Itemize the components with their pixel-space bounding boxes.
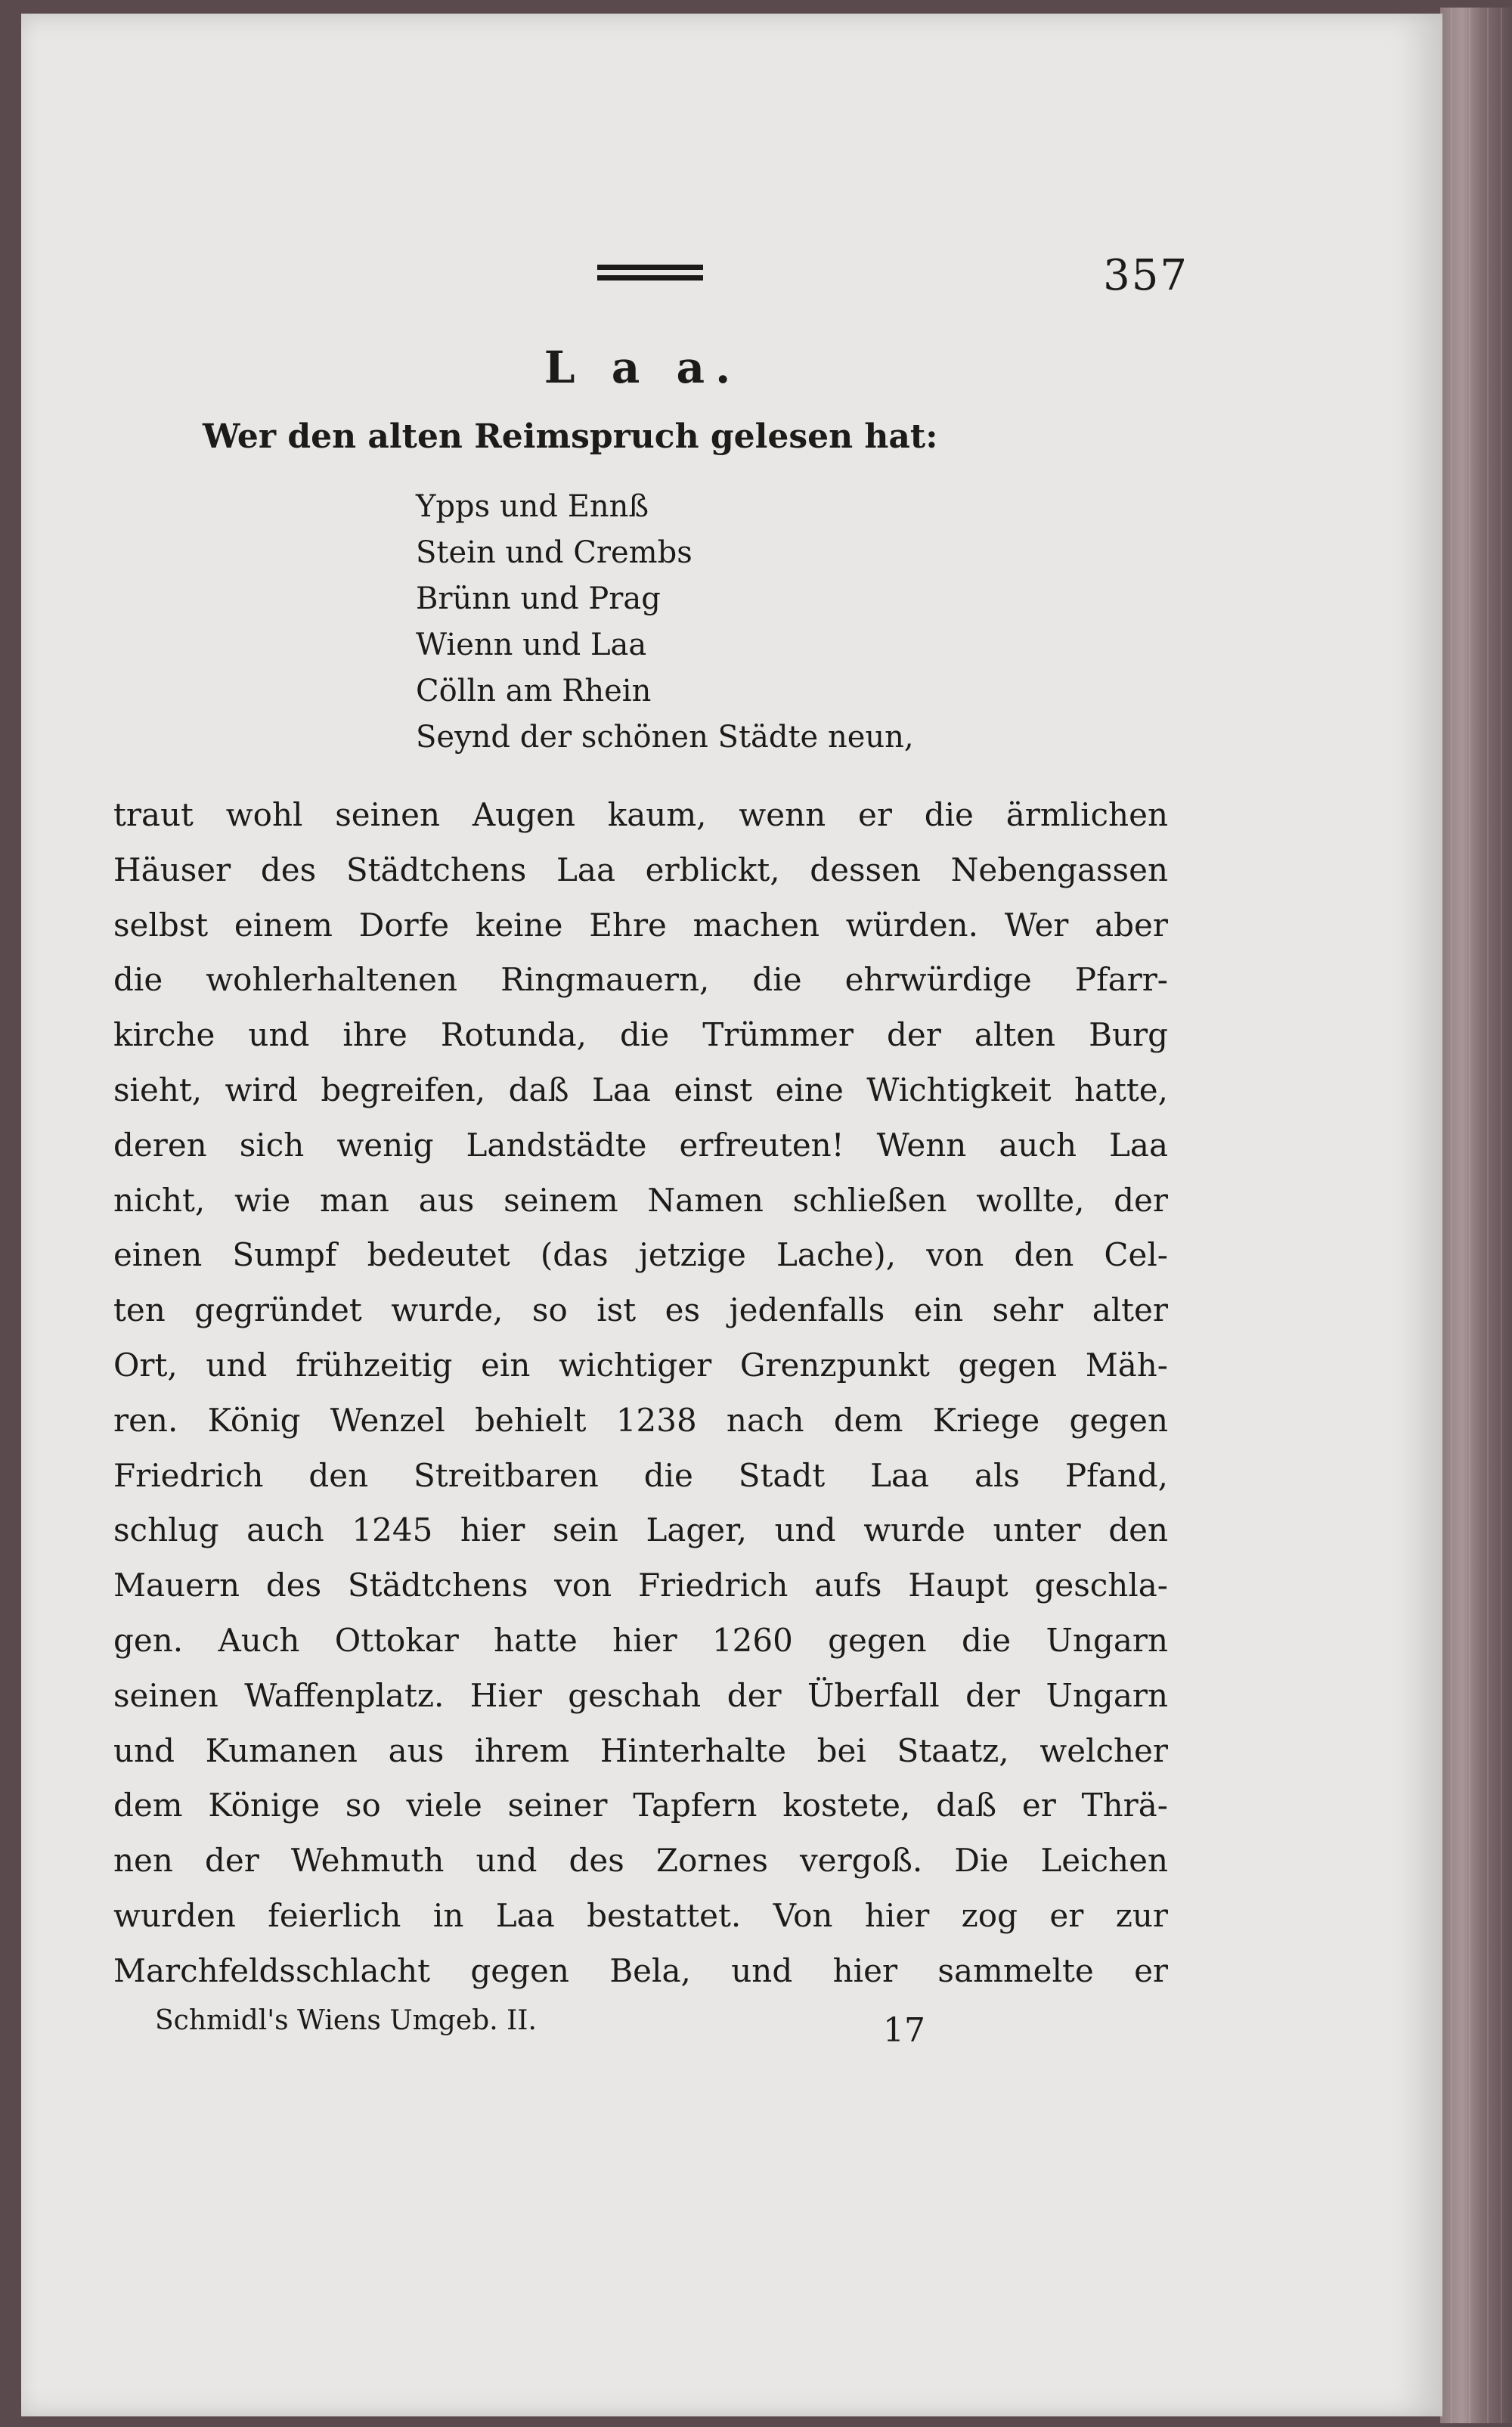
body-text: [113, 788, 1168, 1999]
body-line: Mauern des Städtchens von Friedrich aufs Haupt geschla-: [113, 1567, 1168, 1604]
body-line: nicht, wie man aus seinem Namen schließen wollte, der: [113, 1181, 1168, 1219]
body-line: kirche und ihre Rotunda, die Trümmer der alten Burg: [113, 1016, 1168, 1054]
body-line: seinen Waffenplatz. Hier geschah der Überfall der Ungarn: [113, 1676, 1168, 1714]
body-line: schlug auch 1245 hier sein Lager, und wurde unter den: [113, 1511, 1168, 1549]
body-line: sieht, wird begreifen, daß Laa einst eine Wichtigkeit hatte,: [113, 1071, 1168, 1108]
body-line: die wohlerhaltenen Ringmauern, die ehrwürdige Pfarr-: [113, 961, 1168, 999]
body-line: gen. Auch Ottokar hatte hier 1260 gegen die Ungarn: [113, 1621, 1168, 1659]
verse: [416, 484, 914, 761]
section-title: L a a.: [544, 342, 742, 393]
page-edge: [1440, 8, 1512, 2423]
intro-line: Wer den alten Reimspruch gelesen hat:: [203, 417, 938, 456]
body-line: Ort, und frühzeitig ein wichtiger Grenzpunkt gegen Mäh-: [113, 1346, 1168, 1384]
page-number: 357: [1103, 251, 1188, 300]
verse-line: Cölln am Rhein: [416, 674, 652, 708]
verse-line: Brünn und Prag: [416, 581, 661, 616]
verse-line: Seynd der schönen Städte neun,: [416, 720, 914, 755]
body-line: deren sich wenig Landstädte erfreuten! Wenn auch Laa: [113, 1126, 1168, 1164]
footer-signature: Schmidl's Wiens Umgeb. II.: [155, 2005, 537, 2036]
body-line: und Kumanen aus ihrem Hinterhalte bei Staatz, welcher: [113, 1731, 1168, 1769]
body-line: dem Könige so viele seiner Tapfern kostete, daß er Thrä-: [113, 1787, 1168, 1824]
verse-line: Stein und Crembs: [416, 535, 692, 570]
header-rule: [597, 265, 703, 270]
body-line: nen der Wehmuth und des Zornes vergoß. Die Leichen: [113, 1842, 1168, 1880]
body-line: wurden feierlich in Laa bestattet. Von hier zog er zur: [113, 1896, 1168, 1934]
body-line: Häuser des Städtchens Laa erblickt, dessen Nebengassen: [113, 851, 1168, 888]
verse-line: Wienn und Laa: [416, 628, 647, 662]
body-line: Friedrich den Streitbaren die Stadt Laa als Pfand,: [113, 1456, 1168, 1494]
footer-sheet-number: 17: [883, 2011, 925, 2050]
body-line: Marchfeldsschlacht gegen Bela, und hier sammelte er: [113, 1951, 1168, 1989]
verse-line: Ypps und Ennß: [416, 489, 649, 524]
body-line: ten gegründet wurde, so ist es jedenfalls ein sehr alter: [113, 1291, 1168, 1329]
body-line: ren. König Wenzel behielt 1238 nach dem Kriege gegen: [113, 1401, 1168, 1439]
body-line: selbst einem Dorfe keine Ehre machen würden. Wer aber: [113, 906, 1168, 944]
body-line: traut wohl seinen Augen kaum, wenn er die ärmlichen: [113, 796, 1168, 833]
body-line: einen Sumpf bedeutet (das jetzige Lache), von den Cel-: [113, 1236, 1168, 1274]
header-rule: [597, 275, 703, 281]
